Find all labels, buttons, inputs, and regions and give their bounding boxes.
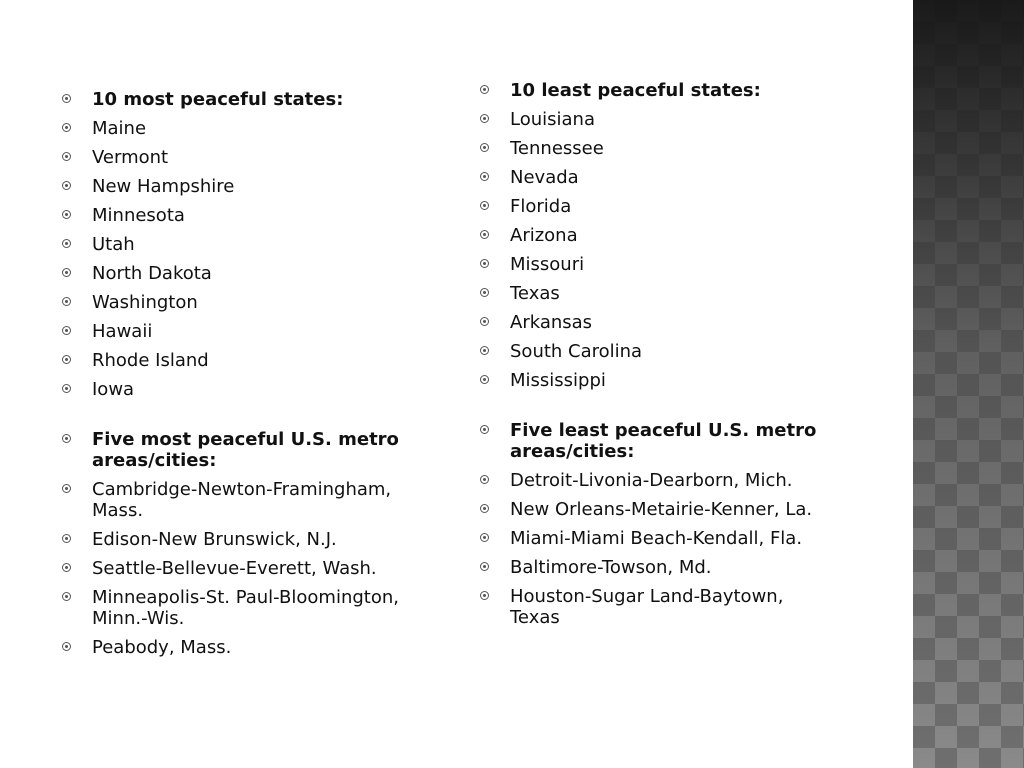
most-peaceful-metros-heading: [60, 429, 420, 471]
state-name: Vermont: [92, 147, 169, 168]
list-item: [478, 499, 838, 520]
metro-name: Cambridge-Newton-Framingham, Mass.: [92, 479, 392, 521]
heading-text: 10 most peaceful states:: [92, 89, 344, 110]
state-name: Iowa: [92, 379, 135, 400]
circled-dot-icon: [62, 268, 71, 277]
list-item: [478, 225, 838, 246]
state-name: Nevada: [510, 167, 579, 188]
circled-dot-icon: [480, 346, 489, 355]
list-item: [60, 321, 420, 342]
list-item: [60, 147, 420, 168]
circled-dot-icon: [62, 484, 71, 493]
state-name: Washington: [92, 292, 198, 313]
metro-name: New Orleans-Metairie-Kenner, La.: [510, 499, 813, 520]
list-item: [60, 529, 420, 550]
least-peaceful-states-heading: [478, 80, 838, 101]
heading-text: Five least peaceful U.S. metro areas/cities:: [510, 420, 817, 462]
list-item: [60, 118, 420, 139]
list-item: [60, 379, 420, 400]
state-name: Hawaii: [92, 321, 153, 342]
list-item: [60, 234, 420, 255]
list-item: [478, 167, 838, 188]
list-item: [60, 587, 420, 629]
circled-dot-icon: [480, 259, 489, 268]
state-name: Rhode Island: [92, 350, 209, 371]
state-name: Arkansas: [510, 312, 593, 333]
circled-dot-icon: [480, 114, 489, 123]
metro-name: Houston-Sugar Land-Baytown, Texas: [510, 586, 784, 628]
state-name: Utah: [92, 234, 135, 255]
least-peaceful-column: [478, 80, 838, 636]
list-item: [60, 558, 420, 579]
state-name: Mississippi: [510, 370, 606, 391]
state-name: Minnesota: [92, 205, 185, 226]
metro-name: Baltimore-Towson, Md.: [510, 557, 712, 578]
list-item: [478, 254, 838, 275]
list-item: [478, 528, 838, 549]
circled-dot-icon: [62, 181, 71, 190]
state-name: Texas: [510, 283, 560, 304]
circled-dot-icon: [480, 475, 489, 484]
list-item: [60, 292, 420, 313]
list-item: [478, 196, 838, 217]
circled-dot-icon: [62, 592, 71, 601]
heading-text: 10 least peaceful states:: [510, 80, 761, 101]
least-peaceful-metros-heading: [478, 420, 838, 462]
list-item: [60, 205, 420, 226]
metro-name: Miami-Miami Beach-Kendall, Fla.: [510, 528, 803, 549]
list-item: [60, 637, 420, 658]
list-item: [478, 586, 838, 628]
list-item: [60, 263, 420, 284]
list-item: [478, 138, 838, 159]
list-item: [60, 176, 420, 197]
list-item: [478, 470, 838, 491]
circled-dot-icon: [62, 152, 71, 161]
circled-dot-icon: [62, 123, 71, 132]
circled-dot-icon: [480, 562, 489, 571]
circled-dot-icon: [480, 85, 489, 94]
state-name: Maine: [92, 118, 147, 139]
state-name: Arizona: [510, 225, 578, 246]
circled-dot-icon: [62, 355, 71, 364]
circled-dot-icon: [62, 326, 71, 335]
circled-dot-icon: [480, 201, 489, 210]
circled-dot-icon: [480, 288, 489, 297]
list-item: [478, 312, 838, 333]
state-name: Missouri: [510, 254, 585, 275]
circled-dot-icon: [62, 534, 71, 543]
circled-dot-icon: [480, 172, 489, 181]
list-item: [478, 370, 838, 391]
metro-name: Seattle-Bellevue-Everett, Wash.: [92, 558, 377, 579]
most-peaceful-column: [60, 89, 420, 666]
state-name: New Hampshire: [92, 176, 235, 197]
circled-dot-icon: [62, 642, 71, 651]
circled-dot-icon: [62, 239, 71, 248]
state-name: Florida: [510, 196, 572, 217]
circled-dot-icon: [62, 210, 71, 219]
circled-dot-icon: [62, 563, 71, 572]
circled-dot-icon: [480, 504, 489, 513]
circled-dot-icon: [480, 317, 489, 326]
decorative-side-panel: [913, 0, 1024, 768]
heading-text: Five most peaceful U.S. metro areas/cities:: [92, 429, 399, 471]
metro-name: Minneapolis-St. Paul-Bloomington, Minn.-Wis.: [92, 587, 399, 629]
state-name: North Dakota: [92, 263, 212, 284]
circled-dot-icon: [480, 230, 489, 239]
state-name: South Carolina: [510, 341, 643, 362]
state-name: Louisiana: [510, 109, 595, 130]
list-item: [478, 109, 838, 130]
circled-dot-icon: [480, 375, 489, 384]
circled-dot-icon: [62, 94, 71, 103]
circled-dot-icon: [480, 591, 489, 600]
list-item: [478, 557, 838, 578]
circled-dot-icon: [480, 533, 489, 542]
most-peaceful-states-heading: [60, 89, 420, 110]
state-name: Tennessee: [510, 138, 604, 159]
circled-dot-icon: [62, 434, 71, 443]
metro-name: Detroit-Livonia-Dearborn, Mich.: [510, 470, 793, 491]
list-item: [478, 283, 838, 304]
list-item: [60, 479, 420, 521]
list-item: [60, 350, 420, 371]
circled-dot-icon: [480, 143, 489, 152]
metro-name: Peabody, Mass.: [92, 637, 232, 658]
list-item: [478, 341, 838, 362]
circled-dot-icon: [62, 297, 71, 306]
circled-dot-icon: [480, 425, 489, 434]
circled-dot-icon: [62, 384, 71, 393]
metro-name: Edison-New Brunswick, N.J.: [92, 529, 337, 550]
